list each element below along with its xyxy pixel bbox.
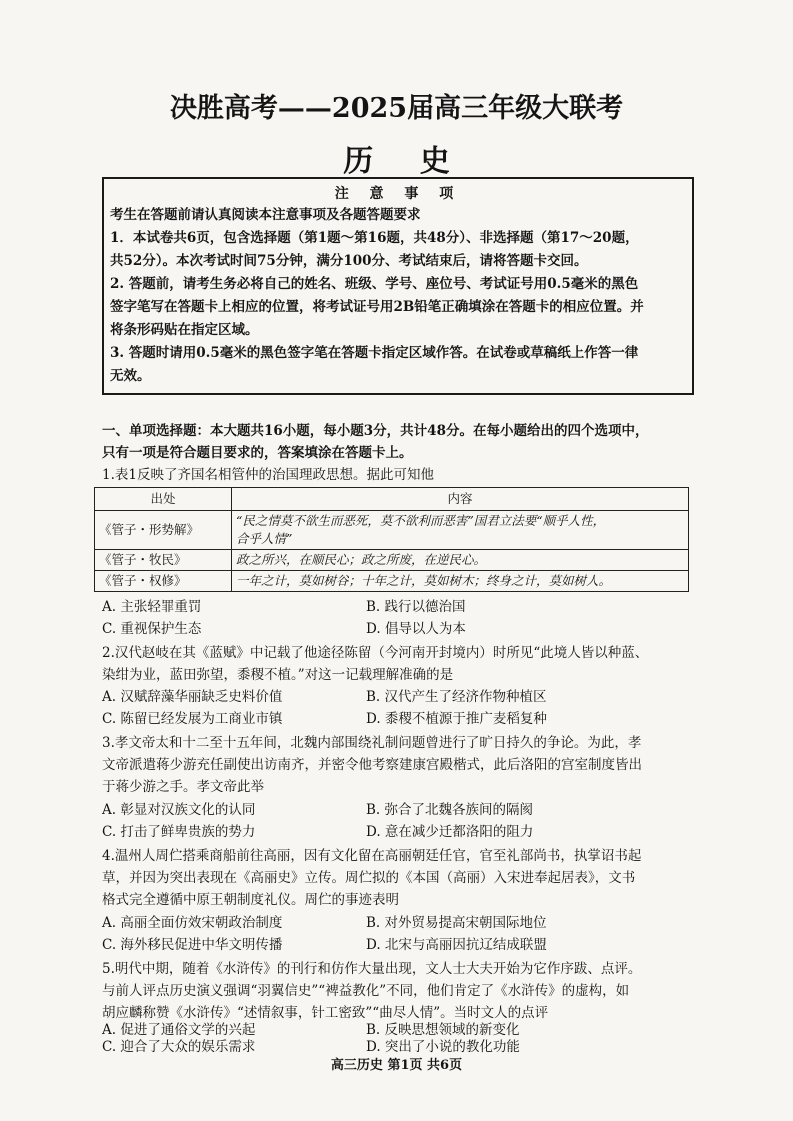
q1-option-c: C. 重视保护生态: [102, 621, 202, 637]
table-cell-source: 《管子・牧民》: [95, 550, 232, 571]
table-cell-content-line: “民之情莫不欲生而恶死，莫不欲利而恶害”国君立法要“顺乎人性，: [236, 513, 606, 528]
q4-option-b: B. 对外贸易提高宋朝国际地位: [366, 915, 547, 931]
q2-stem-line-1: 2.汉代赵岐在其《蓝赋》中记载了他途径陈留（今河南开封境内）时所见“此境人皆以种蓝、: [102, 645, 649, 661]
q3-option-c: C. 打击了鲜卑贵族的势力: [102, 824, 256, 840]
table-cell-content-line: 合乎人情”: [236, 531, 293, 546]
q1-option-b: B. 践行以德治国: [366, 599, 466, 615]
q5-stem-line-3: 胡应麟称赞《水浒传》“述情叙事，针工密致”“曲尽人情”。当时文人的点评: [102, 1005, 549, 1021]
notice-item-2-line-2: 签字笔写在答题卡上相应的位置，将考试证号用2B铅笔正确填涂在答题卡的相应位置。并: [110, 299, 644, 315]
q3-stem-line-2: 文帝派遣蒋少游充任副使出访南齐，并密令他考察建康宫殿楷式，此后洛阳的宫室制度皆出: [102, 757, 642, 773]
table-header-row: [95, 488, 689, 511]
notice-item-3-line-1: 3. 答题时请用0.5毫米的黑色签字笔在答题卡指定区域作答。在试卷或草稿纸上作答一律: [110, 345, 639, 361]
notice-item-2-line-1: 2. 答题前，请考生务必将自己的姓名、班级、学号、座位号、考试证号用0.5毫米的黑色: [110, 276, 639, 292]
q4-stem-line-2: 草，并因为突出表现在《高丽史》立传。周伫拟的《本国（高丽）入宋进奉起居表》，文书: [102, 870, 636, 886]
q3-option-d: D. 意在减少迁都洛阳的阻力: [366, 824, 534, 840]
q5-stem-line-2: 与前人评点历史演义强调“羽翼信史”“裨益教化”不同，他们肯定了《水浒传》的虚构，如: [102, 983, 630, 999]
q5-option-a: A. 促进了通俗文学的兴起: [102, 1022, 256, 1038]
q2-option-c: C. 陈留已经发展为工商业市镇: [102, 711, 283, 727]
subject-title: 历 史: [343, 144, 468, 179]
notice-item-1-line-1: 1．本试卷共6页，包含选择题（第1题～第16题，共48分）、非选择题（第17～20题，: [110, 230, 639, 246]
table-row: [95, 550, 689, 571]
q3-stem-line-1: 3.孝文帝太和十二至十五年间，北魏内部围绕礼制问题曾进行了旷日持久的争论。为此，孝: [102, 735, 642, 751]
table-cell-source: 《管子・权修》: [95, 571, 232, 592]
section1-instruction-line-2: 只有一项是符合题目要求的，答案填涂在答题卡上。: [102, 445, 413, 461]
q1-stem: 1.表1反映了齐国名相管仲的治国理政思想。据此可知他: [102, 467, 434, 483]
table-cell-content: 政之所兴，在顺民心；政之所废，在逆民心。: [232, 550, 689, 571]
q2-option-b: B. 汉代产生了经济作物种植区: [366, 689, 547, 705]
exam-title: 决胜高考——2025届高三年级大联考: [169, 93, 624, 124]
table-row: [95, 511, 689, 550]
q1-option-a: A. 主张轻罪重罚: [102, 599, 202, 615]
q4-stem-line-3: 格式完全遵循中原王朝制度礼仪。周伫的事迹表明: [102, 892, 399, 908]
q5-stem-line-1: 5.明代中期，随着《水浒传》的刊行和仿作大量出现，文人士大夫开始为它作序跋、点评。: [102, 961, 642, 977]
table-1: [94, 487, 689, 592]
notice-item-2-line-3: 将条形码贴在指定区域。: [110, 322, 259, 338]
q3-option-a: A. 彰显对汉族文化的认同: [102, 802, 256, 818]
notice-intro: 考生在答题前请认真阅读本注意事项及各题答题要求: [110, 207, 421, 223]
notice-box: [102, 177, 694, 395]
q3-stem-line-3: 于蒋少游之手。孝文帝此举: [102, 779, 264, 795]
q5-option-d: D. 突出了小说的教化功能: [366, 1039, 520, 1055]
q5-option-c: C. 迎合了大众的娱乐需求: [102, 1039, 256, 1055]
q4-option-c: C. 海外移民促进中华文明传播: [102, 937, 283, 953]
q4-stem-line-1: 4.温州人周伫搭乘商船前往高丽，因有文化留在高丽朝廷任官，官至礼部尚书，执掌诏书起: [102, 848, 642, 864]
page-footer: 高三历史 第1页 共6页: [330, 1058, 463, 1073]
table-cell-content: 一年之计，莫如树谷；十年之计，莫如树木；终身之计，莫如树人。: [232, 571, 689, 592]
section1-instruction-line-1: 一、单项选择题：本大题共16小题，每小题3分，共计48分。在每小题给出的四个选项中，: [102, 423, 649, 439]
table-header-source: 出处: [95, 488, 232, 511]
q5-option-b: B. 反映思想领域的新变化: [366, 1022, 520, 1038]
q2-option-d: D. 黍稷不植源于推广麦稻复种: [366, 711, 547, 727]
table-header-content: 内容: [232, 488, 689, 511]
q2-option-a: A. 汉赋辞藻华丽缺乏史料价值: [102, 689, 283, 705]
q4-option-d: D. 北宋与高丽因抗辽结成联盟: [366, 937, 547, 953]
q1-option-d: D. 倡导以人为本: [366, 621, 466, 637]
q3-option-b: B. 弥合了北魏各族间的隔阂: [366, 802, 534, 818]
q4-option-a: A. 高丽全面仿效宋朝政治制度: [102, 915, 283, 931]
table-cell-source: 《管子・形势解》: [95, 511, 232, 550]
notice-heading: 注 意 事 项: [334, 186, 462, 202]
notice-item-1-line-2: 共52分）。本次考试时间75分钟，满分100分、考试结束后，请将答题卡交回。: [110, 253, 588, 269]
q2-stem-line-2: 染绀为业，蓝田弥望，黍稷不植。”对这一记载理解准确的是: [102, 667, 454, 683]
table-row: [95, 571, 689, 592]
table-cell-content: [232, 511, 689, 550]
notice-item-3-line-2: 无效。: [110, 368, 151, 384]
